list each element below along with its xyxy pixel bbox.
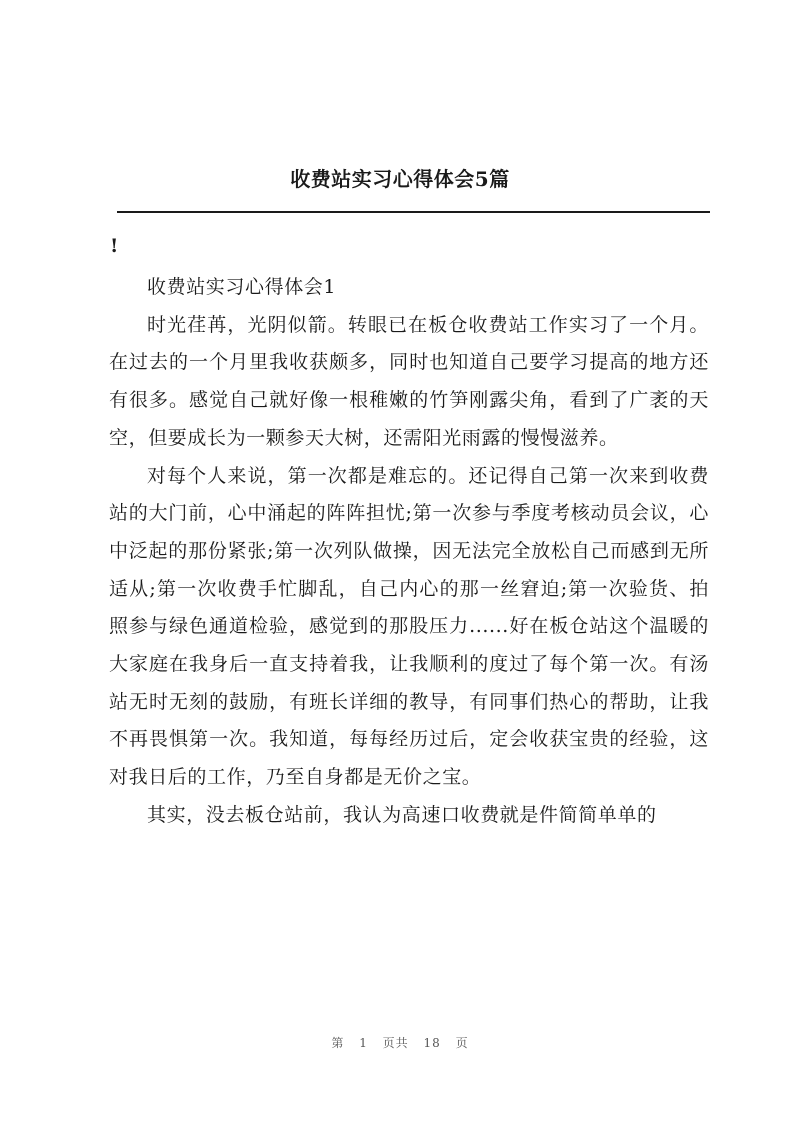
exclamation-mark: !: [110, 235, 119, 257]
page-footer: 第 1 页共 18 页: [331, 1036, 469, 1050]
paragraph-2: 对每个人来说，第一次都是难忘的。还记得自己第一次来到收费站的大门前，心中涌起的阵阵担忧;第一次参与季度考核动员会议，心中泛起的那份紧张;第一次列队做操，因无法完全放松自己而感到无所适从;第一次收费手忙脚乱，自己内心的那一丝窘迫;第一次验货、拍照参与绿色通道检验，感觉到的那股压力......好在板仓站这个温暖的大家庭在我身后一直支持着我，让我顺利的度过了每个第一次。有汤站无时无刻的鼓励，有班长详细的教导，有同事们热心的帮助，让我不再畏惧第一次。我知道，每每经历过后，定会收获宝贵的经验，这对我日后的工作，乃至自身都是无价之宝。: [109, 464, 709, 789]
document-title: 收费站实习心得体会5篇: [290, 167, 510, 191]
title-divider: [117, 211, 710, 213]
section-heading: 收费站实习心得体会1: [147, 276, 337, 298]
paragraph-3: 其实，没去板仓站前，我认为高速口收费就是件简简单单的: [147, 803, 657, 826]
paragraph-1: 时光荏苒，光阴似箭。转眼已在板仓收费站工作实习了一个月。在过去的一个月里我收获颇多，同时也知道自己要学习提高的地方还有很多。感觉自己就好像一根稚嫩的竹笋刚露尖角，看到了广袤的天空，但要成长为一颗参天大树，还需阳光雨露的慢慢滋养。: [109, 313, 709, 449]
document-body: [109, 269, 709, 835]
